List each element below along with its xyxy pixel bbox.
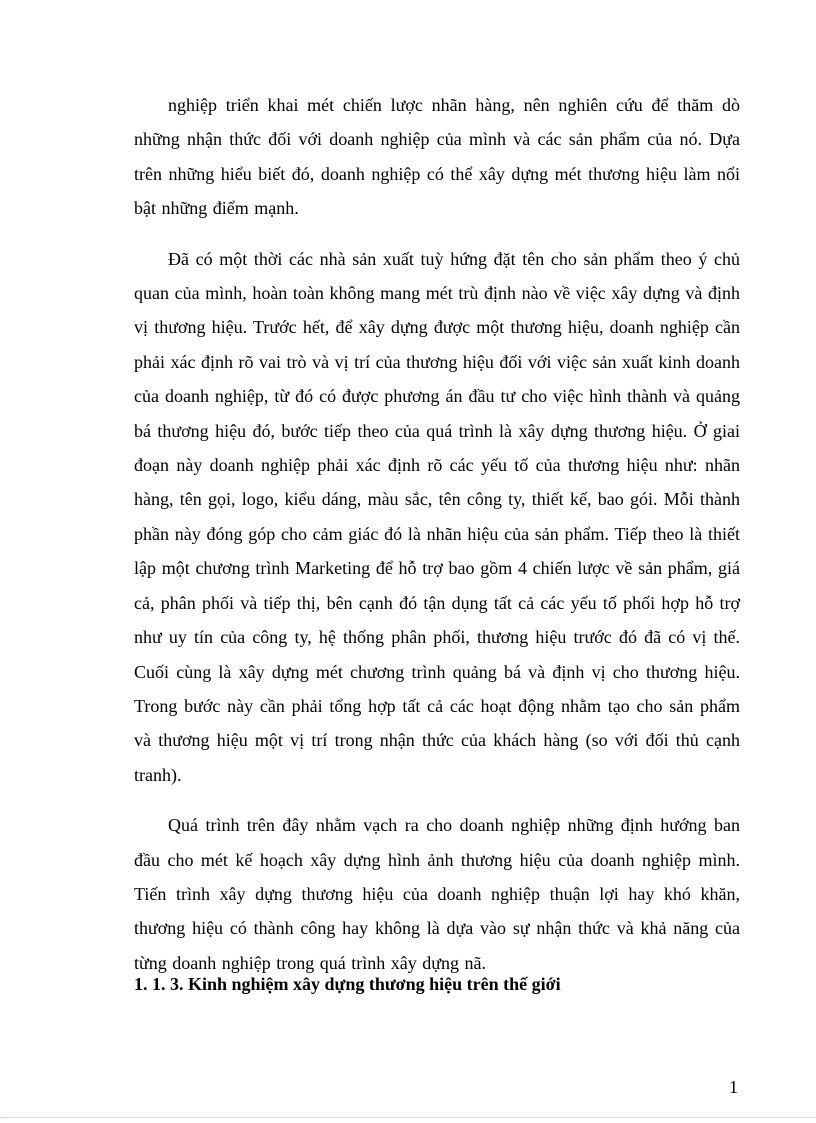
paragraph-brand-building-steps: Đã có một thời các nhà sản xuất tuỳ hứng đặt tên cho sản phẩm theo ý chủ quan của mình, hoàn toàn không mang mét trù định nào về việc xây dựng và định vị thương hiệu. Trước hết, để xây dựng được một thương hiệu, doanh nghiệp cần phải xác định rõ vai trò và vị trí của thương hiệu đối với việc sản xuất kinh doanh của doanh nghiệp, từ đó có được phương án đầu tư cho việc hình thành và quảng bá thương hiệu đó, bước tiếp theo của quá trình là xây dựng thương hiệu. Ở giai đoạn này doanh nghiệp phải xác định rõ các yếu tố của thương hiệu như: nhãn hàng, tên gọi, logo, kiểu dáng, màu sắc, tên công ty, thiết kế, bao gói. Mỗi thành phần này đóng góp cho cảm giác đó là nhãn hiệu của sản phẩm. Tiếp theo là thiết lập một chương trình Marketing để hỗ trợ bao gồm 4 chiến lược về sản phẩm, giá cả, phân phối và tiếp thị, bên cạnh đó tận dụng tất cả các yếu tố phối hợp hỗ trợ như uy tín của công ty, hệ thống phân phối, thương hiệu trước đó đã có vị thế. Cuối cùng là xây dựng mét chương trình quảng bá và định vị cho thương hiệu. Trong bước này cần phải tổng hợp tất cả các hoạt động nhằm tạo cho sản phẩm và thương hiệu một vị trí trong nhận thức của khách hàng (so với đối thủ cạnh tranh). (134, 248, 740, 785)
page-number: 1 (729, 1077, 738, 1097)
page-bottom-edge (0, 1117, 816, 1118)
body-text (134, 88, 740, 980)
section-heading: 1. 1. 3. Kinh nghiệm xây dựng thương hiệu trên thế giới (134, 974, 561, 994)
paragraph-process-summary: Quá trình trên đây nhằm vạch ra cho doanh nghiệp những định hướng ban đầu cho mét kế hoạch xây dựng hình ảnh thương hiệu của doanh nghiệp mình. Tiến trình xây dựng thương hiệu của doanh nghiệp thuận lợi hay khó khăn, thương hiệu có thành công hay không là dựa vào sự nhận thức và khả năng của từng doanh nghiệp trong quá trình xây dựng nã. (134, 815, 740, 973)
paragraph-continuation: nghiệp triển khai mét chiến lược nhãn hàng, nên nghiên cứu để thăm dò những nhận thức đối với doanh nghiệp của mình và các sản phẩm của nó. Dựa trên những hiểu biết đó, doanh nghiệp có thể xây dựng mét thương hiệu làm nổi bật những điểm mạnh. (134, 95, 740, 219)
